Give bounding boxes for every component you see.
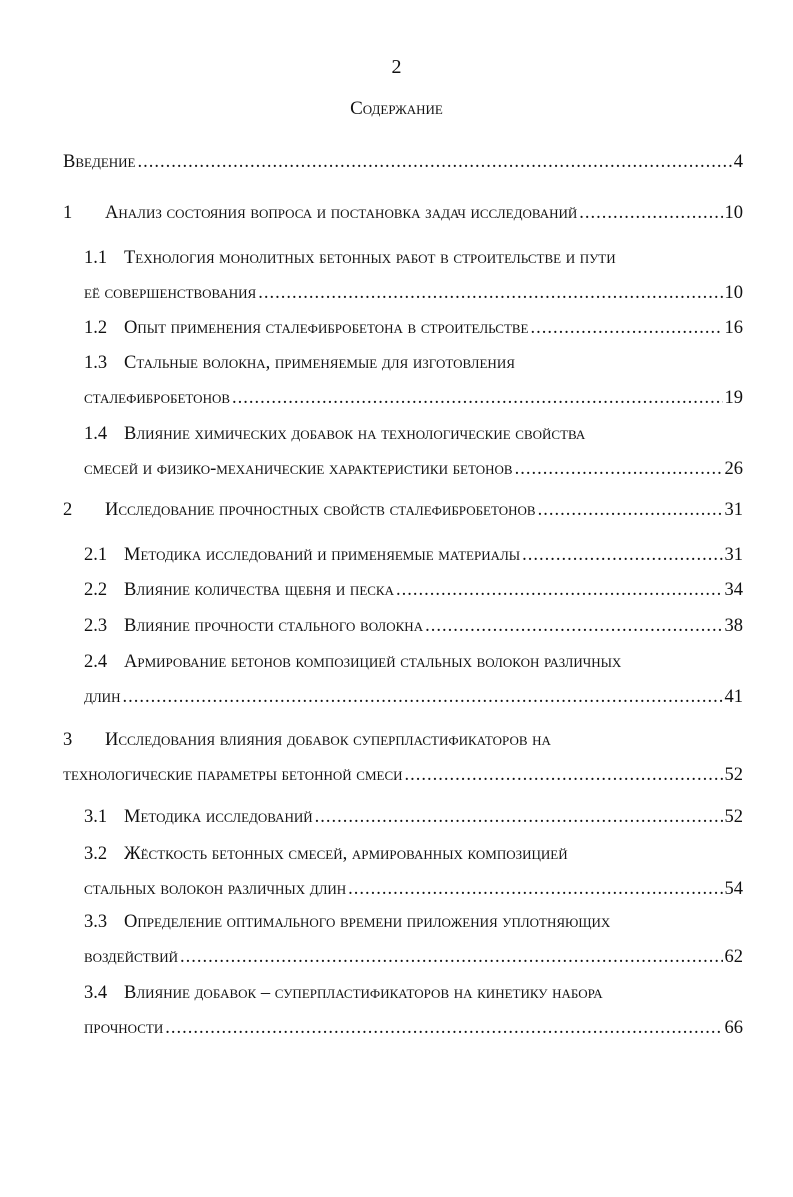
leader-dots	[180, 945, 722, 969]
toc-entry-3-3-line2[interactable]	[84, 945, 743, 969]
leader-dots	[579, 201, 722, 225]
toc-entry-number: 1	[63, 203, 73, 223]
toc-entry-text: Влияние химических добавок на технологические свойства	[124, 424, 586, 444]
toc-entry-3-line1[interactable]	[63, 728, 551, 752]
toc-entry-text: Армирование бетонов композицией стальных волокон различных	[124, 652, 622, 672]
leader-dots	[538, 498, 723, 522]
toc-entry-3-4-line2[interactable]	[84, 1016, 743, 1040]
toc-entry-intro[interactable]	[63, 150, 743, 174]
toc-entry-1-3-line2[interactable]	[84, 386, 743, 410]
toc-entry-page: 34	[724, 580, 743, 600]
toc-entry-number: 2.1	[84, 545, 108, 565]
toc-entry-3-3-line1[interactable]	[84, 910, 610, 934]
toc-entry-page: 31	[724, 500, 743, 520]
toc-entry-page: 31	[724, 545, 743, 565]
toc-entry-2-4-line2[interactable]	[84, 685, 743, 709]
toc-entry-text: Влияние количества щебня и песка	[124, 580, 394, 600]
toc-entry-2[interactable]	[63, 498, 743, 522]
toc-entry-1[interactable]	[63, 201, 743, 225]
toc-entry-text: Влияние прочности стального волокна	[124, 616, 424, 636]
toc-entry-text: Исследование прочностных свойств сталефибробетонов	[105, 500, 536, 520]
leader-dots	[531, 316, 723, 340]
toc-entry-page: 66	[724, 1018, 743, 1038]
toc-entry-number: 2	[63, 500, 73, 520]
toc-entry-1-4-line1[interactable]	[84, 422, 585, 446]
toc-entry-text: Введение	[63, 152, 136, 172]
toc-entry-number: 3	[63, 730, 73, 750]
leader-dots	[122, 685, 722, 709]
toc-entry-text-cont: стальных волокон различных длин	[84, 879, 347, 899]
toc-entry-1-1-line2[interactable]	[84, 281, 743, 305]
toc-entry-text-cont: прочности	[84, 1018, 164, 1038]
toc-entry-2-4-line1[interactable]	[84, 650, 621, 674]
toc-entry-2-1[interactable]	[84, 543, 743, 567]
leader-dots	[515, 457, 723, 481]
toc-entry-number: 1.1	[84, 248, 108, 268]
toc-entry-3-4-line1[interactable]	[84, 981, 603, 1005]
toc-entry-text: Определение оптимального времени приложения уплотняющих	[124, 912, 611, 932]
leader-dots	[137, 150, 731, 174]
toc-entry-number: 2.3	[84, 616, 108, 636]
toc-entry-number: 1.4	[84, 424, 108, 444]
toc-entry-text: Технология монолитных бетонных работ в строительстве и пути	[124, 248, 616, 268]
toc-entry-text-cont: смесей и физико-механические характеристики бетонов	[84, 459, 513, 479]
toc-entry-page: 10	[724, 283, 743, 303]
toc-entry-text: Анализ состояния вопроса и постановка задач исследований	[105, 203, 578, 223]
toc-entry-2-3[interactable]	[84, 614, 743, 638]
toc-entry-1-2[interactable]	[84, 316, 743, 340]
toc-entry-text: Опыт применения сталефибробетона в строительстве	[124, 318, 529, 338]
toc-entry-number: 2.2	[84, 580, 108, 600]
toc-entry-text: Стальные волокна, применяемые для изготовления	[124, 353, 515, 373]
toc-entry-number: 2.4	[84, 652, 108, 672]
toc-entry-text-cont: технологические параметры бетонной смеси	[63, 765, 403, 785]
toc-entry-3-2-line1[interactable]	[84, 842, 568, 866]
toc-entry-number: 3.1	[84, 807, 108, 827]
leader-dots	[232, 386, 722, 410]
page-title: Содержание	[350, 98, 443, 119]
toc-entry-number: 1.2	[84, 318, 108, 338]
toc-entry-2-2[interactable]	[84, 578, 743, 602]
toc-entry-3-2-line2[interactable]	[84, 877, 743, 901]
toc-entry-page: 4	[733, 152, 743, 172]
toc-entry-text-cont: воздействий	[84, 947, 179, 967]
leader-dots	[348, 877, 722, 901]
toc-entry-text: Методика исследований	[124, 807, 313, 827]
toc-entry-page: 10	[724, 203, 743, 223]
toc-entry-text-cont: сталефибробетонов	[84, 388, 231, 408]
toc-entry-page: 62	[724, 947, 743, 967]
leader-dots	[315, 805, 723, 829]
toc-entry-page: 16	[724, 318, 743, 338]
toc-entry-3-1[interactable]	[84, 805, 743, 829]
toc-entry-text: Исследования влияния добавок суперпластификаторов на	[105, 730, 551, 750]
toc-entry-page: 52	[724, 807, 743, 827]
toc-entry-text: Влияние добавок – суперпластификаторов на кинетику набора	[124, 983, 603, 1003]
leader-dots	[425, 614, 722, 638]
leader-dots	[405, 763, 723, 787]
leader-dots	[522, 543, 722, 567]
toc-entry-text-cont: длин	[84, 687, 121, 707]
toc-entry-page: 19	[724, 388, 743, 408]
toc-entry-page: 52	[724, 765, 743, 785]
toc-entry-number: 1.3	[84, 353, 108, 373]
toc-entry-page: 41	[724, 687, 743, 707]
toc-entry-page: 54	[724, 879, 743, 899]
toc-entry-1-4-line2[interactable]	[84, 457, 743, 481]
toc-entry-3-line2[interactable]	[63, 763, 743, 787]
page-number: 2	[391, 56, 402, 78]
toc-entry-number: 3.4	[84, 983, 108, 1003]
toc-entry-number: 3.3	[84, 912, 108, 932]
toc-entry-1-3-line1[interactable]	[84, 351, 515, 375]
toc-entry-1-1-line1[interactable]	[84, 246, 616, 270]
leader-dots	[165, 1016, 722, 1040]
leader-dots	[396, 578, 723, 602]
leader-dots	[258, 281, 722, 305]
toc-entry-text: Жёсткость бетонных смесей, армированных композицией	[124, 844, 568, 864]
toc-entry-page: 38	[724, 616, 743, 636]
toc-entry-text-cont: её совершенствования	[84, 283, 257, 303]
toc-entry-text: Методика исследований и применяемые материалы	[124, 545, 521, 565]
toc-entry-page: 26	[724, 459, 743, 479]
toc-entry-number: 3.2	[84, 844, 108, 864]
